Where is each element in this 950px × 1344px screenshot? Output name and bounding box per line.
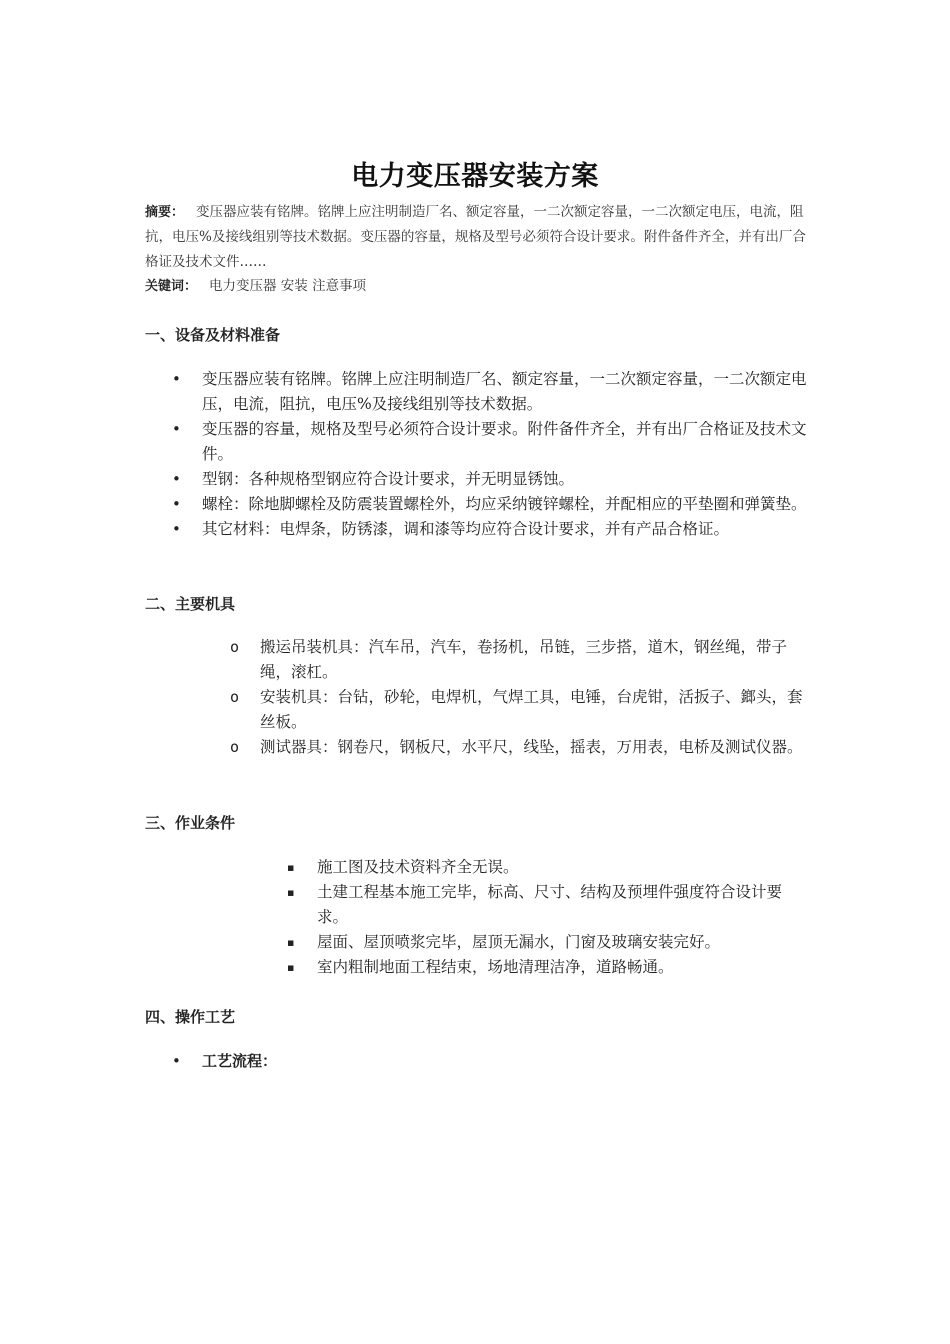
list-item <box>172 417 807 467</box>
list-item-text: 室内粗制地面工程结束，场地清理洁净，道路畅通。 <box>317 958 674 976</box>
bullet-square-icon: ▪ <box>287 886 295 899</box>
list-item <box>172 517 807 542</box>
list-item <box>172 492 807 517</box>
abstract-paragraph <box>145 200 815 275</box>
bullet-dot-icon: • <box>172 1052 181 1070</box>
section-heading-tools: 二、主要机具 <box>145 595 236 613</box>
list-item-text: 变压器的容量，规格及型号必须符合设计要求。附件备件齐全，并有出厂合格证及技术文件。 <box>202 420 807 463</box>
bullet-dot-icon: • <box>172 520 181 538</box>
list-item-text: 施工图及技术资料齐全无误。 <box>317 858 519 876</box>
list-item <box>287 855 807 880</box>
process-flow-label: 工艺流程： <box>202 1052 278 1070</box>
materials-list <box>172 367 807 542</box>
process-list <box>172 1049 807 1074</box>
list-item <box>287 955 807 980</box>
list-item-text: 安装机具：台钻，砂轮，电焊机，气焊工具，电锤，台虎钳，活扳子、鎯头，套丝板。 <box>260 688 803 731</box>
bullet-dot-icon: • <box>172 370 181 388</box>
list-item <box>172 1049 807 1074</box>
abstract-text: 变压器应装有铭牌。铭牌上应注明制造厂名、额定容量，一二次额定容量，一二次额定电压，电流，阻抗，电压%及接线组别等技术数据。变压器的容量，规格及型号必须符合设计要求。附件备件齐全，并有出厂合格证及技术文件…… <box>145 204 806 270</box>
bullet-dot-icon: • <box>172 420 181 438</box>
bullet-circle-icon: o <box>230 688 240 706</box>
bullet-square-icon: ▪ <box>287 861 295 874</box>
keywords-label: 关键词： <box>145 279 198 294</box>
bullet-circle-icon: o <box>230 638 240 656</box>
list-item-text: 土建工程基本施工完毕，标高、尺寸、结构及预埋件强度符合设计要求。 <box>317 883 783 926</box>
list-item <box>172 467 807 492</box>
list-item-text: 测试器具：钢卷尺，钢板尺，水平尺，线坠，摇表，万用表，电桥及测试仪器。 <box>260 738 803 756</box>
bullet-dot-icon: • <box>172 470 181 488</box>
section-heading-process: 四、操作工艺 <box>145 1008 236 1026</box>
list-item-text: 变压器应装有铭牌。铭牌上应注明制造厂名、额定容量，一二次额定容量，一二次额定电压，电流，阻抗，电压%及接线组别等技术数据。 <box>202 370 807 413</box>
list-item-text: 搬运吊装机具：汽车吊，汽车，卷扬机，吊链，三步搭，道木，钢丝绳，带子绳，滚杠。 <box>260 638 788 681</box>
bullet-dot-icon: • <box>172 495 181 513</box>
conditions-list <box>287 855 807 980</box>
document-title: 电力变压器安装方案 <box>351 161 599 192</box>
list-item <box>287 880 807 930</box>
bullet-square-icon: ▪ <box>287 936 295 949</box>
section-heading-conditions: 三、作业条件 <box>145 814 236 832</box>
list-item-text: 螺栓：除地脚螺栓及防震装置螺栓外，均应采纳镀锌螺栓，并配相应的平垫圈和弹簧垫。 <box>202 495 807 513</box>
list-item-text: 屋面、屋顶喷浆完毕，屋顶无漏水，门窗及玻璃安装完好。 <box>317 933 721 951</box>
list-item-text: 型钢：各种规格型钢应符合设计要求，并无明显锈蚀。 <box>202 470 575 488</box>
list-item <box>287 930 807 955</box>
list-item <box>230 635 805 685</box>
list-item <box>230 735 805 760</box>
list-item <box>172 367 807 417</box>
bullet-square-icon: ▪ <box>287 961 295 974</box>
list-item-text: 其它材料：电焊条，防锈漆，调和漆等均应符合设计要求，并有产品合格证。 <box>202 520 730 538</box>
keywords-text: 电力变压器 安装 注意事项 <box>209 278 367 294</box>
abstract-label: 摘要： <box>145 205 185 220</box>
section-heading-materials: 一、设备及材料准备 <box>145 326 281 344</box>
bullet-circle-icon: o <box>230 738 240 756</box>
keywords-line <box>145 274 366 299</box>
list-item <box>230 685 805 735</box>
tools-list <box>230 635 805 760</box>
